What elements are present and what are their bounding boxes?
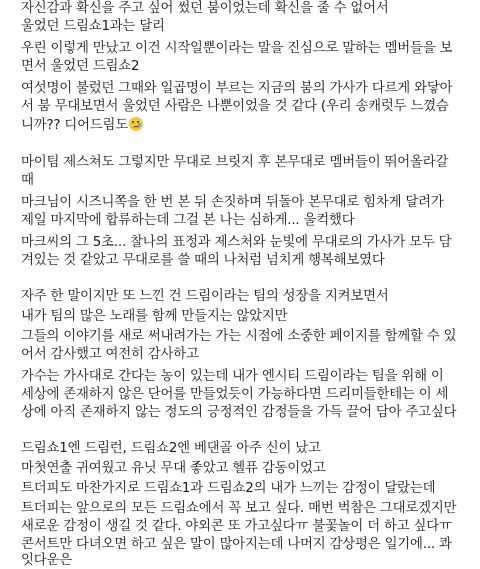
text-line: 트더피는 앞으로의 모든 드림쇼에서 꼭 보고 싶다. 매번 벅참은 그대로겠지만 bbox=[21, 501, 457, 516]
text-line: 잇다운은 bbox=[21, 553, 72, 568]
text-line: 어서 감사했고 여전히 감사하고 bbox=[21, 347, 199, 362]
text-line: 면서 울었던 드림쇼2 bbox=[21, 59, 140, 74]
text-line: 트더피도 마찬가지로 드림쇼1과 드림쇼2의 내가 느끼는 감정이 달랐는데 bbox=[21, 481, 436, 496]
text-line: 겨있는 것 같았고 무대로를 쓸 때의 나처럼 넘치게 행복해보였다 bbox=[21, 253, 385, 268]
text-line: 마첫연출 귀여웠고 유닛 무대 좋았고 헬퓨 감동이었고 bbox=[21, 461, 326, 476]
text-line: 때 bbox=[21, 173, 34, 188]
text-line: 자주 한 말이지만 또 느낀 건 드림이라는 팀의 성장을 지켜보면서 bbox=[21, 289, 389, 304]
text-line: 울었던 드림쇼1과는 달리 bbox=[21, 19, 165, 34]
text-line: 가수는 가사대로 간다는 농이 있는데 내가 엔시티 드림이라는 팀을 위해 이 bbox=[21, 369, 444, 384]
text-line: 여섯명이 불렀던 그때와 일곱명이 부르는 지금의 붐의 가사가 다르게 와닿아 bbox=[21, 81, 453, 96]
text-line: 니까?? 디어드림도 bbox=[21, 118, 129, 133]
text-line: 마이팀 제스쳐도 그렇지만 무대로 브릿지 후 본무대로 멤버들이 뛰어올라갈 bbox=[21, 155, 449, 170]
text-line: 세상에 존재하지 않은 단어를 만들었듯이 가능하다면 드리미들한테는 이 세 bbox=[21, 387, 449, 402]
text-line: 자신감과 확신을 주고 싶어 썼던 붐이었는데 확신을 줄 수 없어서 bbox=[21, 1, 389, 16]
text-line-with-emoji bbox=[21, 117, 143, 134]
text-line: 제일 마지막에 합류하는데 그걸 본 나는 심하게... 울컥했다 bbox=[21, 213, 355, 228]
text-line: 마크씨의 그 5초... 찰나의 표정과 제스처와 눈빛에 무대로의 가사가 모두 담 bbox=[21, 235, 452, 250]
text-line: 그들의 이야기를 새로 써내려가는 가는 시점에 소중한 페이지를 함께할 수 있 bbox=[21, 329, 457, 344]
text-line: 상에 아직 존재하지 않는 정도의 긍정적인 감정들을 가득 끌어 담아 주고싶다 bbox=[21, 405, 457, 420]
text-line: 우린 이렇게 만났고 이건 시작일뿐이라는 말을 진심으로 말하는 멤버들을 보 bbox=[21, 41, 453, 56]
text-line: 마크님이 시즈니쪽을 한 번 본 뒤 손짓하며 뒤돌아 본무대로 힘차게 달려가 bbox=[21, 195, 444, 210]
text-line: 서 붐 무대보면서 울었던 사람은 나뿐이었을 것 같다 (우리 송캐럿두 느꼈슴 bbox=[21, 99, 449, 114]
text-line: 새로운 감정이 생길 것 같다. 야외콘 또 가고싶다ㅠ 불꽃놀이 더 하고 싶다ㅠ bbox=[21, 519, 452, 534]
text-line: 드림쇼1엔 드림런, 드림쇼2엔 베댄골 아주 신이 났고 bbox=[21, 441, 321, 456]
crying-face-icon bbox=[129, 117, 143, 131]
text-line: 콘서트만 다녀오면 하고 싶은 말이 많아지는데 나머지 감상평은 일기에... 콰 bbox=[21, 537, 452, 552]
text-line: 내가 팀의 많은 노래를 함께 만들지는 않았지만 bbox=[21, 309, 288, 324]
